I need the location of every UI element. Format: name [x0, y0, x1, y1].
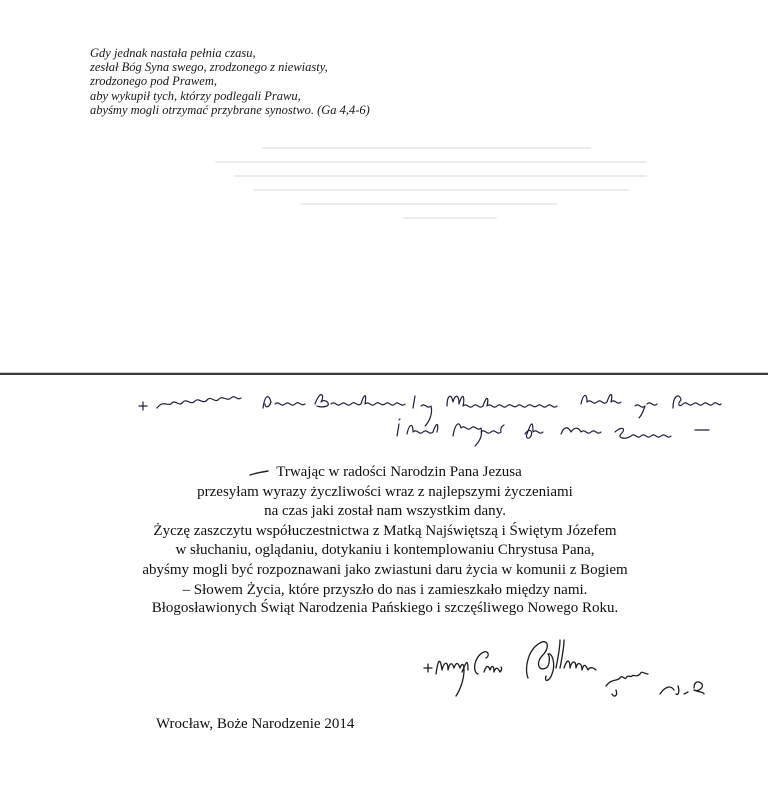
place-and-date: Wrocław, Boże Narodzenie 2014: [156, 716, 355, 732]
card-fold-line: [0, 372, 768, 375]
body-line: w słuchaniu, oglądaniu, dotykaniu i kontemplowaniu Chrystusa Pana,: [175, 542, 595, 559]
epigraph-line: Gdy jednak nastała pełnia czasu,: [90, 46, 256, 60]
epigraph-line: aby wykupił tych, którzy podlegali Prawu,: [90, 88, 301, 103]
body-line: przesyłam wyrazy życzliwości wraz z najlepszymi życzeniami: [197, 483, 573, 500]
blessing-line: Błogosławionych Świąt Narodzenia Pańskiego i szczęśliwego Nowego Roku.: [151, 600, 619, 616]
body-line: Życzę zaszczytu współuczestnictwa z Matką Najświętszą i Świętym Józefem: [153, 522, 617, 539]
body-line: abyśmy mogli być rozpoznawani jako zwiastuni daru życia w komunii z Bogiem: [142, 561, 628, 578]
body-line: na czas jaki został nam wszystkim dany.: [264, 503, 506, 520]
body-line: [60, 463, 710, 483]
body-line-text: Trwając w radości Narodzin Pana Jezusa: [276, 464, 522, 480]
epigraph-line: abyśmy mogli otrzymać przybrane synostwo. (Ga 4,4-6): [90, 102, 370, 117]
handwritten-dedication: [135, 384, 745, 454]
handwriting-scribble: [135, 384, 745, 454]
show-through-text: [215, 135, 685, 275]
epigraph: [90, 46, 510, 117]
body-line: – Słowem Życia, które przyszło do nas i zamieszkało między nami.: [182, 581, 588, 598]
epigraph-line: zesłał Bóg Syna swego, zrodzonego z niewiasty,: [90, 60, 328, 75]
epigraph-line: zrodzonego pod Prawem,: [90, 74, 217, 89]
greeting-body: [60, 463, 710, 600]
handwritten-signature: [420, 638, 710, 708]
signature-scribble: [420, 638, 710, 708]
handwritten-dash-mark: [248, 469, 270, 477]
